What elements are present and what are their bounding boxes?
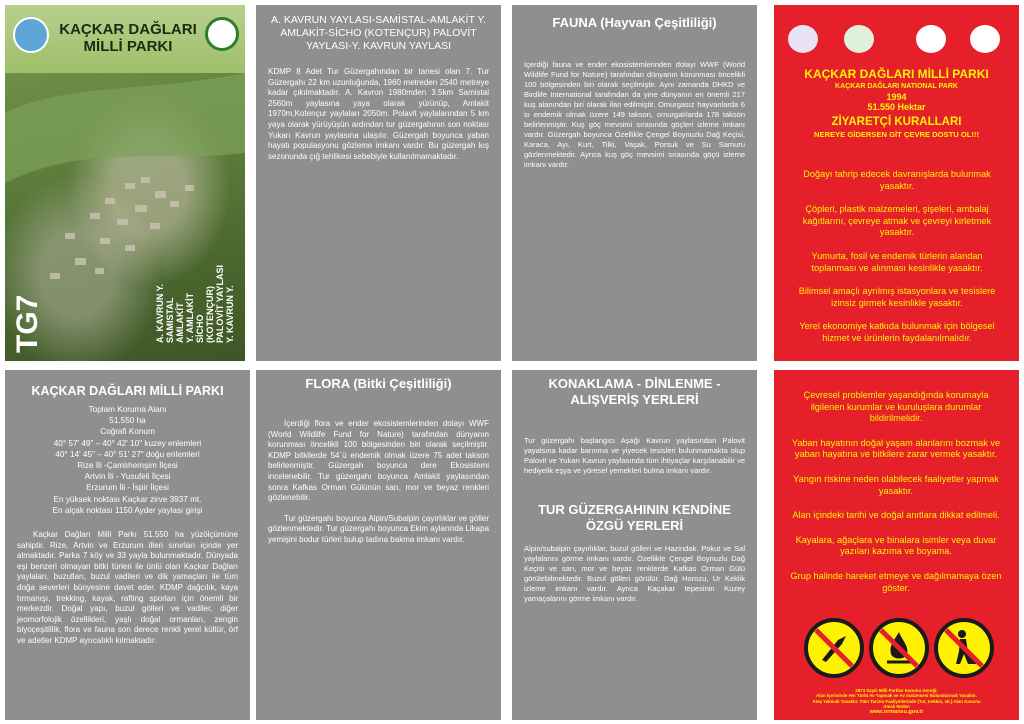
- park-name-en: KAÇKAR DAĞLARI NATIONAL PARK: [835, 83, 958, 90]
- park-info-panel: [5, 370, 250, 720]
- no-fire-icon: [869, 618, 929, 678]
- fact-line: 51.550 ha: [109, 416, 146, 426]
- route-highlights-title: TUR GÜZERGAHININ KENDİNE ÖZGÜ YERLERİ: [538, 502, 731, 533]
- partner-logo-4: [970, 25, 1000, 53]
- flora-body: İçerdiği flora ve ender ekosistemlerinden dolayı WWF (World Wildlife Fund for Nature) tarafından dünyanın korunması öncelikli 100 bölgesinden biri olarak seçilmiştir. KDMP bitkilerde 54`ü endemik olmak üzere 75 adet takson belirlenmiştir. Güzergah boyunca dere Ekosistemi incelenebilir. Tur güzergahı boyunca Amlakit yaylasından sonra Kafkas Orman Gülünün sarı, mor ve beyaz renkleri gözlenebilir.: [268, 419, 489, 503]
- mountain-village-photo: [5, 73, 245, 361]
- route-body: KDMP 8 Adet Tur Güzergahından bir tanesi olan 7. Tur Güzergahı 22 km uzunluğunda, 1960 metreden 2540 metreye kadar çıkılmaktadır. A. Kavron 1980mden 3.5km Samistal 2560m yaylasına yaya olarak yürünüp, Amlakit 1970m,Kotençur yaylaları 2050m. Polavit yaylalarından 5 km yaya olarak yürüyüşün ardından tur güzergahının son noktası Yukarı Kavrun yaylasına ulaşılır. Güzergah boyunca yaban hayatı populasyonu gözleme imkanı vardır. Bu güzergah kış sezonunda çığ tehlikesi sebebiyle kullanılmamaktadır.: [268, 67, 489, 161]
- route-highlights-body: Alpin/subalpin çayırlıklar, buzul gölleri ve Hazindak. Pokut ve Sal yaylalarını görme imkanı vardır. Özellikle Çengel Boynuzlu Dağ Keçisi ve sarı, mor ve beyaz renklerde Kafkas Orman Gülü görülebilmektedir. Buzul gölleri görülür. Dağ Horozu, Ur Keklik izleme imkanı vardır. Ayrıca Kaçakar tepesinin Kuzey yamaçalarını görme imkanı vardır.: [524, 544, 745, 603]
- cover-route-line-6: (KOTENÇUR): [205, 286, 215, 343]
- fact-line: Coğrafi Konum: [100, 427, 155, 437]
- park-name: KAÇKAR DAĞLARI MİLLİ PARKI: [804, 67, 989, 81]
- rule-item: Yumurta, fosil ve endemik türlerin alandan toplanması ve alınması kesinlikle yasaktır.: [811, 250, 983, 273]
- partner-logo-1: [788, 25, 818, 53]
- cover-title: KAÇKAR DAĞLARI MİLLİ PARKI: [59, 21, 197, 55]
- law-notice: 2873 Sayılı Milli Parklar Kanunu Gereği: Alan İçerisinde Her Türlü Av Yapmak ve Av malzemesi Bulundurmak Yasaktır. Ateş Yakmak Yasaktır. Tüm Turizm Faaliyetlerinde (Tur, trekkin, vb.) Alan Kanunu Amalı Neden www.ormansu.gov.tr: [774, 688, 1019, 715]
- cover-route-line-1: A. KAVRUN Y.: [155, 283, 165, 343]
- route-title: A. KAVRUN YAYLASI-SAMİSTAL-AMLAKİT Y. AMLAKİT-SİCHO (KOTENÇUR) PALOVİT YAYLASI-Y. KAVRUN YAYLASI: [271, 14, 486, 52]
- fact-line: Erzurum İli - İspir İlçesi: [86, 483, 169, 493]
- rule-item: Yangın riskine neden olabilecek faaliyetler yapmak yasaktır.: [793, 473, 999, 496]
- rule-item: Yerel ekonomiye katkıda bulunmak için bölgesel hizmet ve ürünlerin faydalanılmalıdır.: [799, 321, 995, 343]
- cover-route-line-8: Y. KAVRUN Y.: [225, 285, 235, 343]
- accommodation-title: KONAKLAMA - DİNLENME - ALIŞVERİŞ YERLERİ: [548, 376, 721, 407]
- park-info-body: Kaçkar Dağları Milli Parkı 51.550 ha yüzölçümüne sahiptir. Rize, Artvin ve Erzurum illeri sınırları içinde yer almaktadır. Parka 7 köy ve 33 yayla bulunmaktadır. Dünyada eşi benzeri olmayan bitki türleri ile ünlü olan Kaçkar Dağları yaylaları, buzulları, buzul vadileri ve dik yamaçları ile tüm doğa severleri bünyesine davet eder. KDMP dağcılık, kaya tırmanışı, trekking, kayak, rafting sporları için önemli bir merkezdir. Doğal yapı, buzul gölleri ve vadiler, diğer jeomorfolojik özellikleri, yaşlı doğal ormanları, zengin biyoçeşitlilik, flora ve fauna son derece renkli yerel kültür, örf ve adetler KDMP ayrıcalıklı kılmaktadır.: [17, 530, 238, 645]
- park-facts: [5, 404, 250, 516]
- fact-line: 40° 14' 45" – 40° 51' 27" doğu enlemleri: [55, 449, 200, 459]
- rules-motto: NEREYE GİDERSEN GİT ÇEVRE DOSTU OL!!!: [814, 130, 979, 139]
- rule-item: Grup halinde hareket etmeye ve dağılmamaya özen göster.: [790, 570, 1002, 593]
- visitor-rules-panel: [774, 5, 1019, 361]
- flora-panel: [256, 370, 501, 720]
- fact-line: En alçak noktası 1150 Ayder yaylası girişi: [52, 505, 203, 515]
- cover-route-line-4: Y. AMLAKİT: [185, 292, 195, 343]
- fact-line: En yüksek noktası Kaçkar zirve 3937 mt.: [53, 494, 202, 504]
- rules-heading: ZİYARETÇİ KURALLARI: [831, 116, 962, 128]
- fact-line: 40° 57' 49" – 40° 42' 10" kuzey enlemleri: [53, 438, 202, 448]
- accommodation-panel: [512, 370, 757, 720]
- fact-line: Rize İli -Çamlıhemşim İlçesi: [77, 461, 178, 471]
- rule-item: Alan içindeki tarihi ve doğal anıtlara dikkat edilmeli.: [792, 510, 1000, 521]
- fact-line: Toplam Koruma Alanı: [88, 405, 167, 414]
- fauna-body: İçerdiği fauna ve ender ekosistemlerinden dolayı WWF (World Wildlife Fund for Nature) tarafından dünyanın korunması öncelikli 100 bölgesinden biri olarak seçilmiştir. Aynı zamanda DHKD ve Birdlife International tarafından da yine dünyanın en önemli 217 kuş alanından biri olarak ilan edilmiştir. Omurgasız hayvanlarda 6 sı endemik olmak üzere 149 takson, omurgalılarda 178 takson belirlenmiştir. Kuş göç mevsimi sırasında göçleri izleme imkanı vardır. Güzergah boyunca Özellikle Çengel Boynuzlu Dağ Keçisi, Karaca, Ayı, Kurt, Tilki, Vaşak, Porsuk ve Su Samuru gözlenmektedir. Ayrıca kuş göç mevsimi sırasında göçü izleme imkanı vardır.: [524, 60, 745, 169]
- rule-item: Kayalara, ağaçlara ve binalara isimler veya duvar yazıları kazıma ve boyama.: [795, 534, 997, 557]
- rule-item: Doğayı tahrip edecek davranışlarda bulunmak yasaktır.: [803, 169, 991, 191]
- park-area: 51.550 Hektar: [867, 102, 926, 112]
- cover-route-line-3: AMLAKİT: [175, 302, 185, 343]
- ministry-logo: [205, 17, 239, 51]
- cover-route-line-7: PALOVİT YAYLASI: [215, 264, 225, 343]
- park-logo-left: [13, 17, 49, 53]
- partner-logo-2: [844, 25, 874, 53]
- website-link[interactable]: www.ormansu.gov.tr: [869, 708, 924, 715]
- park-info-title: KAÇKAR DAĞLARI MİLLİ PARKI: [31, 384, 224, 398]
- visitor-rules-panel-2: [774, 370, 1019, 720]
- fact-line: Artvin İli - Yusufeli İlçesi: [84, 472, 171, 482]
- fauna-title: FAUNA (Hayvan Çeşitliliği): [552, 15, 717, 30]
- accommodation-body: Tur güzergahı başlangıcı Aşağı Kavrun yaylasından Palovit yayalsına kadar barınma ve yiyecek tesisleri bulunmamakta olup Palovit ve Yukarı Kavrun yaylasında tüm ihtiyaçlar karşılanabilir ve hediyelik eşya ve yöresel yemekleri bulma imkanı vardır.: [524, 436, 745, 475]
- partner-logo-3: [916, 25, 946, 53]
- cover-route-line-5: SİCHO: [195, 314, 205, 343]
- cover-route-line-2: SAMISTAL: [165, 297, 175, 343]
- flora-body-2: Tur güzergahı boyunca Alpin/Subalpin çayırlıklar ve göller gözlenmektedir. Tur güzergahı boyunca Ekim aylarında Likapa yemişini bodur türleri bulup tadına bakma imkanı vardır.: [268, 513, 490, 544]
- park-year: 1994: [886, 92, 907, 102]
- tour-code: TG7: [11, 294, 44, 353]
- route-panel: [256, 5, 501, 361]
- cover-header: [5, 5, 245, 73]
- no-hunting-icon: [804, 618, 864, 678]
- rule-item: Bilimsel amaçlı ayrılmış istasyonlara ve tesislere izinsiz girmek kesinlikle yasaktır.: [798, 286, 996, 308]
- flora-title: FLORA (Bitki Çeşitliliği): [305, 376, 452, 391]
- rule-item: Çevresel problemler yaşandığında korumayla ilgilenen kurumlar ve kuruluşlara durumlar bildirilmelidir.: [803, 390, 989, 424]
- cover-panel: [5, 5, 245, 361]
- fauna-panel: [512, 5, 757, 361]
- rule-item: Yaban hayatının doğal yaşam alanlarını bozmak ve yaban hayatına ve bitkilere zarar vermek yasaktır.: [791, 437, 1001, 460]
- rule-item: Çöpleri, plastik malzemeleri, şişeleri, ambalaj kağıtlarını, çevreye atmak ve çevreyi kirletmek yasaktır.: [802, 204, 992, 238]
- no-littering-icon: [934, 618, 994, 678]
